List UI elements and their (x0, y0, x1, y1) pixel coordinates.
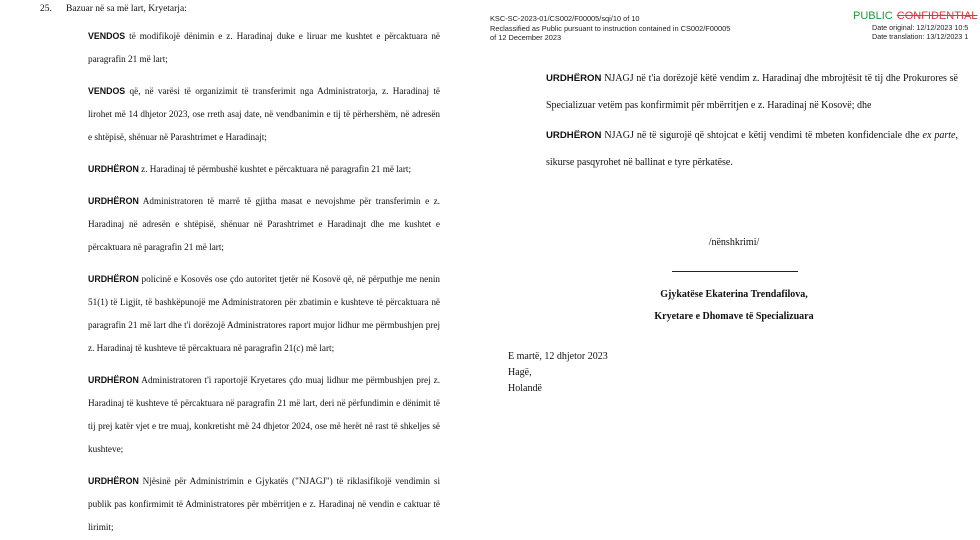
clause-keyword: URDHËRON (88, 164, 139, 174)
clause-keyword: URDHËRON (546, 130, 602, 141)
page-header-reference (490, 14, 730, 43)
clause-keyword: URDHËRON (546, 73, 602, 84)
document-reference: KSC-SC-2023-01/CS002/F00005/sqi/10 of 10 (490, 14, 640, 23)
clause-keyword: URDHËRON (88, 274, 139, 284)
clause-text: që, në varësi të organizimit të transferimit nga Administratorja, z. Haradinaj të lirohet më 14 dhjetor 2023, ose rreth asaj date, në vendbanimin e tij të përhershëm, në adresën e shtëpisë, shënuar në Parashtrimet e Haradinajt; (88, 86, 440, 142)
clause-1 (88, 25, 440, 71)
clause-keyword: URDHËRON (88, 196, 139, 206)
clause-text: NJAGJ në të sigurojë që shtojcat e këtij vendimi të mbeten konfidenciale dhe (601, 130, 923, 141)
clause-text-end: , sikurse pasqyrohet në ballinat e tyre përkatëse. (546, 130, 958, 168)
clause-2 (88, 80, 440, 149)
clause-4 (88, 190, 440, 259)
signing-country: Holandë (508, 383, 542, 394)
right-document-page (484, 0, 980, 540)
date-place-block (508, 349, 608, 397)
clause-text: Njësinë për Administrimin e Gjykatës ("NJAGJ") të riklasifikojë vendimin si publik pas konfirmimit të Administratores për mbërritjen e z. Haradinaj në vendin e caktuar të lirimit; (88, 476, 440, 532)
clause-5 (88, 268, 440, 360)
clause-italic-text: ex parte (922, 130, 956, 141)
clause-keyword: VENDOS (88, 86, 126, 96)
clause-text: z. Haradinaj të përmbushë kushtet e përcaktuara në paragrafin 21 më lart; (138, 164, 412, 174)
clause-8 (546, 66, 958, 119)
clause-text: NJAGJ në t'ia dorëzojë këtë vendim z. Haradinaj dhe mbrojtësit të tij dhe Prokurores së Specializuar vetëm pas konfirmimit për mbërritjen e z. Haradinaj në Kosovë; dhe (546, 73, 958, 111)
clause-keyword: URDHËRON (88, 476, 139, 486)
clause-6 (88, 369, 440, 461)
clause-text: policinë e Kosovës ose çdo autoritet tjetër në Kosovë që, në përputhje me nenin 51(1) të Ligjit, të bashkëpunojë me Administratoren për zbatimin e kushteve të përcaktuara në paragrafin 21 më lart dhe t'i dorëzojë Administratores raport mujor lidhur me përmbushjen prej z. Haradinaj të kushteve të përcaktuara në paragrafin 21(c) më lart; (88, 274, 440, 353)
clause-9 (546, 123, 958, 176)
reclassification-date: of 12 December 2023 (490, 33, 562, 42)
clause-7 (88, 470, 440, 539)
signature-mark: /nënshkrimi/ (708, 237, 760, 248)
paragraph-intro: Bazuar në sa më lart, Kryetarja: (66, 4, 187, 14)
confidential-label: CONFIDENTIAL (896, 10, 978, 22)
public-label: PUBLIC (853, 10, 893, 22)
paragraph-number: 25. (40, 4, 52, 14)
clause-list (88, 25, 440, 540)
judge-name: Gjykatëse Ekaterina Trendafilova, (660, 289, 808, 300)
clause-text: të modifikojë dënimin e z. Haradinaj duke e liruar me kushtet e përcaktuara në paragrafin 21 më lart; (88, 31, 440, 64)
right-clause-list (546, 66, 958, 180)
classification-stamp (853, 10, 977, 22)
judge-title: Kryetare e Dhomave të Specializuara (654, 311, 814, 322)
clause-text: Administratoren t'i raportojë Kryetares çdo muaj lidhur me përmbushjen prej z. Haradinaj të kushteve të përcaktuara në paragrafin 21 më lart, deri në përfundimin e dënimit të tij prej katër vjet e tre muaj, konkretisht më 24 dhjetor 2024, ose më herët në rast të shkeljes së kushteve; (88, 375, 440, 454)
left-document-page (0, 0, 478, 540)
signing-city: Hagë, (508, 367, 532, 378)
date-translation: Date translation: 13/12/2023 1 (872, 31, 969, 41)
signature-line (672, 271, 798, 272)
clause-keyword: VENDOS (88, 31, 126, 41)
signing-date: E martë, 12 dhjetor 2023 (508, 351, 608, 362)
clause-keyword: URDHËRON (88, 375, 139, 385)
clause-text: Administratoren të marrë të gjitha masat e nevojshme për transferimin e z. Haradinaj në adresën e shtëpisë, shënuar në Parashtrimet e Haradinajt dhe me kushtet e përcaktuara në paragrafin 21 më lart; (88, 196, 440, 252)
reclassification-note: Reclassified as Public pursuant to instruction contained in CS002/F00005 (490, 23, 731, 33)
classification-dates (872, 24, 968, 41)
date-original: Date original: 12/12/2023 10:5 (872, 23, 969, 32)
clause-3 (88, 158, 440, 181)
